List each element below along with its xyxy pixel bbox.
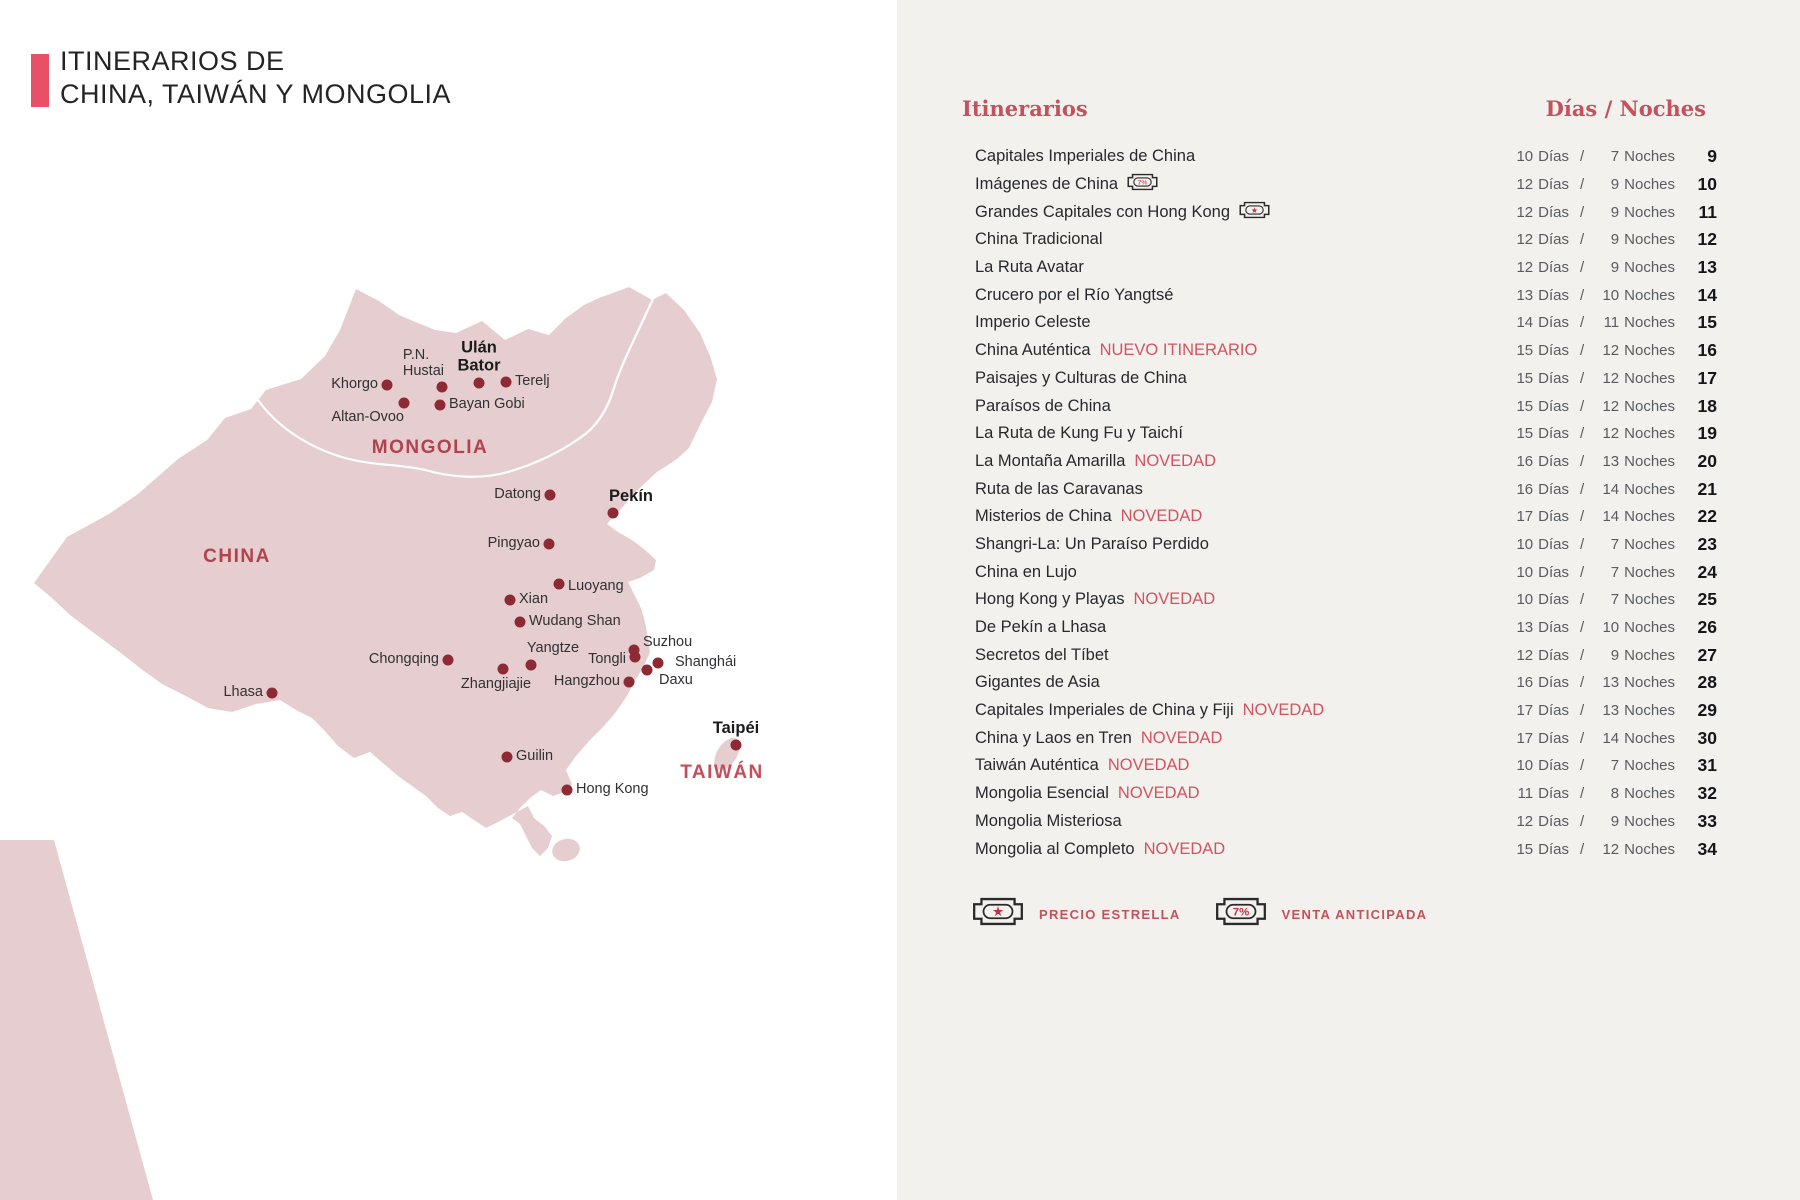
itinerary-row: Ruta de las Caravanas 16 Días / 14 Noches 21 xyxy=(975,478,1717,499)
nights-count: 10 xyxy=(1602,286,1620,304)
page-number: 22 xyxy=(1697,506,1717,527)
itinerary-row: Taiwán Auténtica NOVEDAD 10 Días / 7 Noches 31 xyxy=(975,755,1717,776)
page-number: 28 xyxy=(1697,672,1717,693)
itinerary-title: China y Laos en Tren xyxy=(975,728,1132,747)
nights-count: 9 xyxy=(1610,231,1620,249)
itinerary-row: Mongolia Misteriosa 12 Días / 9 Noches 33 xyxy=(975,810,1717,831)
nights-count: 12 xyxy=(1602,397,1620,415)
days-count: 13 xyxy=(1516,286,1534,304)
days-count: 17 xyxy=(1516,729,1534,747)
itinerary-title: China en Lujo xyxy=(975,562,1077,581)
itinerary-title: Capitales Imperiales de China y Fiji xyxy=(975,701,1234,720)
days-count: 10 xyxy=(1516,591,1534,609)
page-number: 11 xyxy=(1698,201,1717,222)
landmass-shape xyxy=(34,287,717,856)
city-label: Yangtze xyxy=(526,640,580,657)
nights-count: 9 xyxy=(1610,259,1620,277)
days-count: 12 xyxy=(1516,646,1534,664)
itinerary-title: Shangri-La: Un Paraíso Perdido xyxy=(975,534,1209,553)
nights-count: 14 xyxy=(1602,480,1620,498)
page-number: 12 xyxy=(1697,229,1717,250)
nights-count: 8 xyxy=(1610,785,1620,803)
city-label: Guilin xyxy=(516,748,554,765)
itinerary-title: Imperio Celeste xyxy=(975,313,1091,332)
itinerary-row: Imperio Celeste 14 Días / 11 Noches 15 xyxy=(975,312,1717,333)
page-number: 21 xyxy=(1697,478,1717,499)
itinerary-row: Paraísos de China 15 Días / 12 Noches 18 xyxy=(975,395,1717,416)
city-label: Taipéi xyxy=(712,718,760,737)
novelty-badge: NOVEDAD xyxy=(1140,728,1223,747)
page-number: 24 xyxy=(1697,561,1717,582)
legend-item xyxy=(972,897,1181,931)
days-count: 10 xyxy=(1516,563,1534,581)
page-number: 29 xyxy=(1697,700,1717,721)
page-title-line2: CHINA, TAIWÁN Y MONGOLIA xyxy=(60,79,452,109)
city-label: Hangzhou xyxy=(553,673,620,690)
city-label: Chongqing xyxy=(368,651,439,668)
itinerary-row: Hong Kong y Playas NOVEDAD 10 Días / 7 Noches 25 xyxy=(975,589,1717,610)
city-label: Zhangjiajie xyxy=(460,676,532,692)
city-label: Daxu xyxy=(659,672,693,689)
nights-count: 7 xyxy=(1610,757,1620,775)
days-nights-header: Días / Noches xyxy=(1545,96,1706,121)
legend-label: VENTA ANTICIPADA xyxy=(1281,906,1428,922)
days-count: 15 xyxy=(1516,425,1534,443)
itinerary-title: Mongolia Misteriosa xyxy=(975,811,1122,830)
novelty-badge: NUEVO ITINERARIO xyxy=(1099,341,1258,360)
days-count: 12 xyxy=(1516,203,1534,221)
page-number: 17 xyxy=(1697,367,1717,388)
itinerary-row: Crucero por el Río Yangtsé 13 Días / 10 Noches 14 xyxy=(975,284,1717,305)
early-booking-ticket-icon xyxy=(1215,897,1267,931)
itinerary-title: Taiwán Auténtica xyxy=(975,756,1099,775)
itinerary-row: La Ruta Avatar 12 Días / 9 Noches 13 xyxy=(975,257,1717,278)
page-number: 18 xyxy=(1697,395,1717,416)
days-count: 15 xyxy=(1516,342,1534,360)
city-label: Hong Kong xyxy=(576,781,649,798)
page-number: 10 xyxy=(1697,174,1717,195)
nights-count: 13 xyxy=(1602,452,1620,470)
star-price-ticket-icon xyxy=(1239,201,1270,224)
city-label: Ulán Bator xyxy=(457,338,501,375)
nights-count: 13 xyxy=(1602,702,1620,720)
days-count: 13 xyxy=(1516,619,1534,637)
city-label: Suzhou xyxy=(643,634,693,651)
region-label: CHINA xyxy=(203,546,271,567)
legend-label: PRECIO ESTRELLA xyxy=(1039,906,1181,922)
taiwan-island xyxy=(709,733,745,774)
itinerary-title: Imágenes de China xyxy=(975,175,1119,194)
page-number: 9 xyxy=(1707,146,1717,167)
itinerary-title: La Montaña Amarilla xyxy=(975,451,1126,470)
nights-count: 14 xyxy=(1602,729,1620,747)
page-number: 15 xyxy=(1697,312,1717,333)
itinerary-row: China Auténtica NUEVO ITINERARIO 15 Días / 12 Noches 16 xyxy=(975,340,1717,361)
itinerary-row: La Montaña Amarilla NOVEDAD 16 Días / 13 Noches 20 xyxy=(975,450,1717,471)
itinerary-row: De Pekín a Lhasa 13 Días / 10 Noches 26 xyxy=(975,617,1717,638)
nights-count: 7 xyxy=(1610,148,1620,166)
nights-count: 7 xyxy=(1610,563,1620,581)
page-number: 19 xyxy=(1697,423,1717,444)
nights-count: 9 xyxy=(1610,812,1620,830)
page-title-line1: ITINERARIOS DE xyxy=(60,46,285,76)
page-number: 16 xyxy=(1697,340,1717,361)
days-count: 16 xyxy=(1516,452,1534,470)
page-number: 20 xyxy=(1697,450,1717,471)
novelty-badge: NOVEDAD xyxy=(1107,756,1190,775)
novelty-badge: NOVEDAD xyxy=(1120,507,1203,526)
page-number: 33 xyxy=(1697,810,1717,831)
itinerary-row: Secretos del Tíbet 12 Días / 9 Noches 27 xyxy=(975,644,1717,665)
days-count: 12 xyxy=(1516,176,1534,194)
page-number: 31 xyxy=(1697,755,1717,776)
city-label: Tongli xyxy=(588,651,626,668)
itinerary-row: China Tradicional 12 Días / 9 Noches 12 xyxy=(975,229,1717,250)
page-number: 32 xyxy=(1697,783,1717,804)
days-count: 17 xyxy=(1516,702,1534,720)
nights-count: 9 xyxy=(1610,176,1620,194)
itinerary-row: China y Laos en Tren NOVEDAD 17 Días / 14 Noches 30 xyxy=(975,727,1717,748)
page-number: 30 xyxy=(1697,727,1717,748)
itinerary-row: Misterios de China NOVEDAD 17 Días / 14 Noches 22 xyxy=(975,506,1717,527)
city-label: Datong xyxy=(494,486,541,503)
itinerary-title: Mongolia al Completo xyxy=(975,839,1135,858)
itinerary-row: Mongolia al Completo NOVEDAD 15 Días / 12 Noches 34 xyxy=(975,838,1717,859)
page-number: 26 xyxy=(1697,617,1717,638)
city-label: Altan-Ovoo xyxy=(331,409,404,425)
city-label: Lhasa xyxy=(223,684,263,701)
days-count: 15 xyxy=(1516,397,1534,415)
itineraries-header: Itinerarios xyxy=(962,96,1088,121)
days-count: 12 xyxy=(1516,231,1534,249)
svg-text:7%: 7% xyxy=(1232,906,1249,919)
city-label: Terelj xyxy=(515,373,550,390)
itinerary-title: Mongolia Esencial xyxy=(975,784,1109,803)
itinerary-title: Capitales Imperiales de China xyxy=(975,147,1196,166)
itinerary-title: Paisajes y Culturas de China xyxy=(975,368,1187,387)
city-label: P.N. Hustai xyxy=(402,347,444,380)
page-number: 13 xyxy=(1697,257,1717,278)
city-label: Pekín xyxy=(608,486,654,505)
days-count: 16 xyxy=(1516,480,1534,498)
days-count: 10 xyxy=(1516,148,1534,166)
days-count: 15 xyxy=(1516,369,1534,387)
nights-count: 14 xyxy=(1602,508,1620,526)
star-price-ticket-icon xyxy=(972,897,1024,931)
days-count: 12 xyxy=(1516,812,1534,830)
early-booking-ticket-icon xyxy=(1127,173,1158,196)
itinerary-row: Mongolia Esencial NOVEDAD 11 Días / 8 Noches 32 xyxy=(975,783,1717,804)
itinerary-row: Grandes Capitales con Hong Kong ★ 12 Días / 9 Noches 11 xyxy=(975,201,1717,222)
city-label: Xian xyxy=(519,591,549,608)
nights-count: 9 xyxy=(1610,203,1620,221)
svg-text:★: ★ xyxy=(991,904,1005,920)
itinerary-title: China Auténtica xyxy=(975,341,1091,360)
nights-count: 11 xyxy=(1603,314,1620,332)
city-label: Shanghái xyxy=(675,654,737,671)
itineraries-panel xyxy=(897,0,1800,1200)
hainan-island xyxy=(550,836,583,864)
page-number: 27 xyxy=(1697,644,1717,665)
itinerary-title: China Tradicional xyxy=(975,230,1103,249)
nights-count: 12 xyxy=(1602,369,1620,387)
days-count: 14 xyxy=(1516,314,1534,332)
itinerary-row: Capitales Imperiales de China y Fiji NOVEDAD 17 Días / 13 Noches 29 xyxy=(975,700,1717,721)
days-count: 16 xyxy=(1516,674,1534,692)
legend xyxy=(972,897,1427,931)
nights-count: 12 xyxy=(1602,840,1620,858)
svg-text:7%: 7% xyxy=(1137,179,1148,187)
itinerary-row: Paisajes y Culturas de China 15 Días / 12 Noches 17 xyxy=(975,367,1717,388)
novelty-badge: NOVEDAD xyxy=(1242,701,1325,720)
nights-count: 7 xyxy=(1610,591,1620,609)
itinerary-row: Gigantes de Asia 16 Días / 13 Noches 28 xyxy=(975,672,1717,693)
nights-count: 12 xyxy=(1602,342,1620,360)
itinerary-title: La Ruta de Kung Fu y Taichí xyxy=(975,424,1183,443)
days-count: 10 xyxy=(1516,757,1534,775)
itinerary-row: La Ruta de Kung Fu y Taichí 15 Días / 12 Noches 19 xyxy=(975,423,1717,444)
itinerary-row: Imágenes de China 7% 12 Días / 9 Noches 10 xyxy=(975,174,1717,195)
itinerary-title: Crucero por el Río Yangtsé xyxy=(975,285,1174,304)
nights-count: 10 xyxy=(1602,619,1620,637)
city-label: Bayan Gobi xyxy=(449,396,525,413)
city-label: Khorgo xyxy=(331,376,378,393)
novelty-badge: NOVEDAD xyxy=(1143,839,1226,858)
city-label: Pingyao xyxy=(487,535,540,552)
svg-text:★: ★ xyxy=(1250,205,1259,215)
page-number: 23 xyxy=(1697,533,1717,554)
itinerary-title: Gigantes de Asia xyxy=(975,673,1100,692)
days-count: 11 xyxy=(1517,785,1534,803)
itinerary-title: Misterios de China xyxy=(975,507,1112,526)
nights-count: 7 xyxy=(1610,535,1620,553)
region-label: TAIWÁN xyxy=(680,762,764,783)
novelty-badge: NOVEDAD xyxy=(1133,590,1216,609)
nights-count: 12 xyxy=(1602,425,1620,443)
page-number: 34 xyxy=(1697,838,1717,859)
itinerary-title: De Pekín a Lhasa xyxy=(975,618,1107,637)
nights-count: 13 xyxy=(1602,674,1620,692)
days-count: 10 xyxy=(1516,535,1534,553)
city-label: Wudang Shan xyxy=(529,613,621,630)
itinerary-title: Paraísos de China xyxy=(975,396,1111,415)
region-label: MONGOLIA xyxy=(371,437,489,458)
itinerary-row: China en Lujo 10 Días / 7 Noches 24 xyxy=(975,561,1717,582)
novelty-badge: NOVEDAD xyxy=(1134,451,1217,470)
itinerary-title: Grandes Capitales con Hong Kong xyxy=(975,202,1230,221)
page-number: 14 xyxy=(1697,284,1717,305)
city-label: Luoyang xyxy=(568,578,624,595)
itinerary-list xyxy=(975,143,1717,863)
itinerary-row: Capitales Imperiales de China 10 Días / 7 Noches 9 xyxy=(975,146,1717,167)
days-count: 12 xyxy=(1516,259,1534,277)
days-count: 15 xyxy=(1516,840,1534,858)
days-count: 17 xyxy=(1516,508,1534,526)
itinerary-title: Secretos del Tíbet xyxy=(975,645,1109,664)
legend-item xyxy=(1215,897,1428,931)
itinerary-title: La Ruta Avatar xyxy=(975,258,1084,277)
itinerary-title: Ruta de las Caravanas xyxy=(975,479,1143,498)
page-number: 25 xyxy=(1697,589,1717,610)
novelty-badge: NOVEDAD xyxy=(1117,784,1200,803)
nights-count: 9 xyxy=(1610,646,1620,664)
itinerary-title: Hong Kong y Playas xyxy=(975,590,1125,609)
itinerary-row: Shangri-La: Un Paraíso Perdido 10 Días / 7 Noches 23 xyxy=(975,533,1717,554)
